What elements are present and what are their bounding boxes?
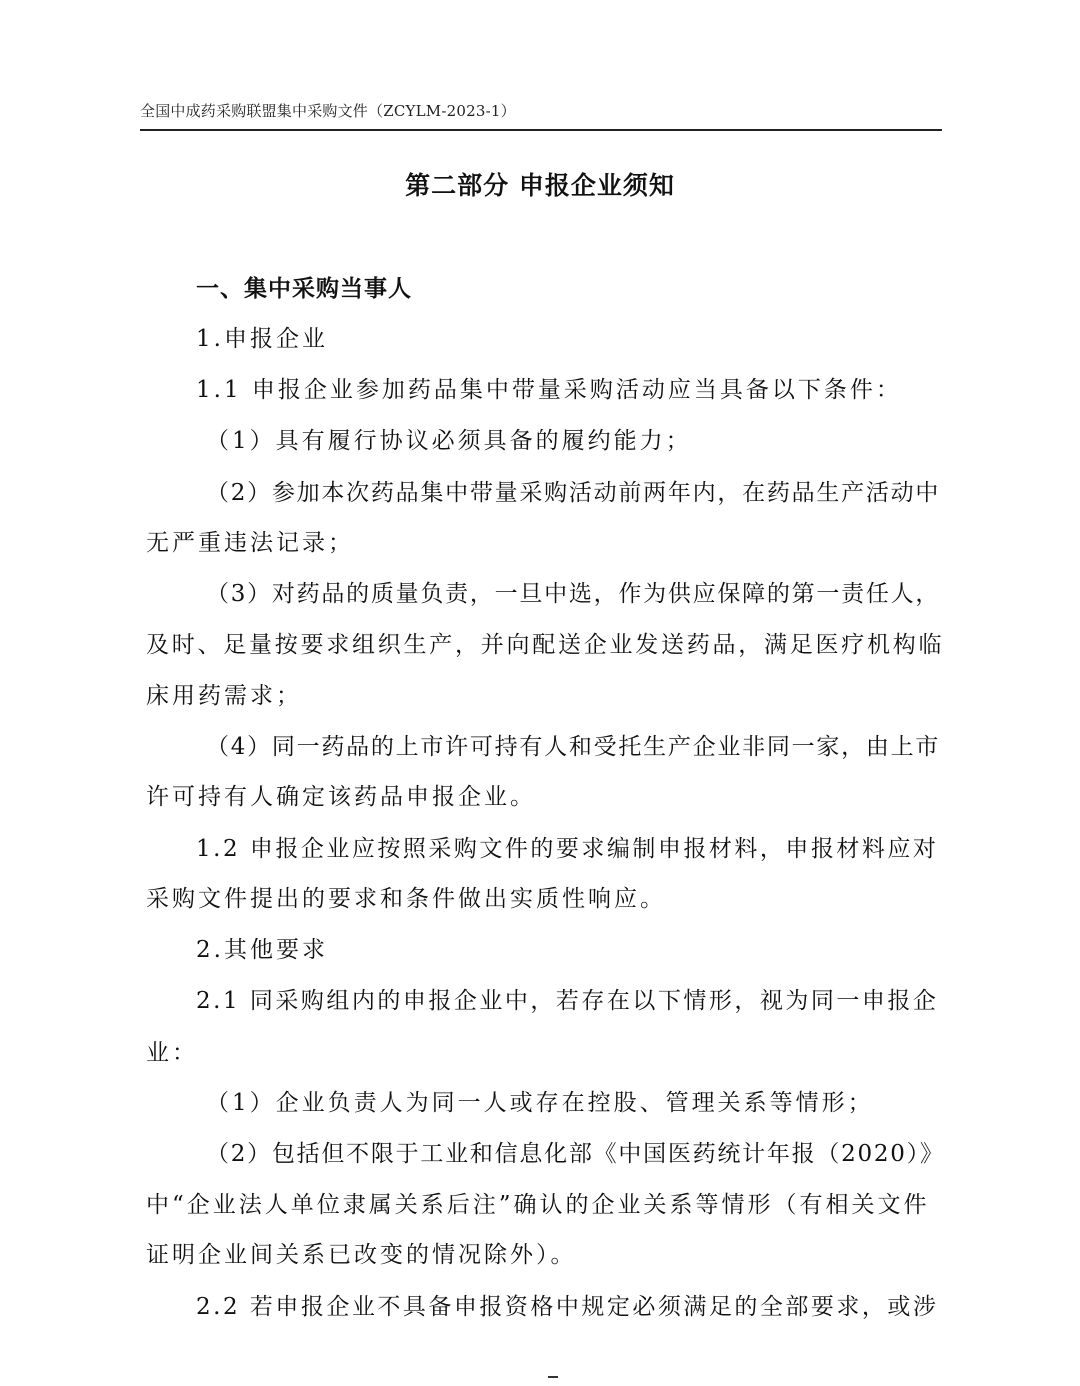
- list-item-line: （2）包括但不限于工业和信息化部《中国医药统计年报（2020）》: [206, 1141, 945, 1167]
- paragraph-line: 2.2 若申报企业不具备申报资格中规定必须满足的全部要求，或涉: [196, 1294, 939, 1320]
- header-rule: [140, 129, 942, 131]
- paragraph-line: 2.1 同采购组内的申报企业中，若存在以下情形，视为同一申报企: [196, 988, 939, 1014]
- list-item-line: （1）具有履行协议必须具备的履约能力；: [206, 428, 692, 454]
- subsection-heading: 1.申报企业: [196, 326, 328, 352]
- subsection-heading: 2.其他要求: [196, 937, 328, 963]
- list-item-continuation: 中“企业法人单位隶属关系后注”确认的企业关系等情形（有相关文件: [146, 1192, 930, 1218]
- list-item-continuation: 证明企业间关系已改变的情况除外）。: [146, 1242, 577, 1268]
- list-item-line: （3）对药品的质量负责，一旦中选，作为供应保障的第一责任人，: [206, 581, 941, 607]
- list-item-line: （1）企业负责人为同一人或存在控股、管理关系等情形；: [206, 1090, 874, 1116]
- list-item-line: （2）参加本次药品集中带量采购活动前两年内，在药品生产活动中: [206, 480, 941, 506]
- running-header: 全国中成药采购联盟集中采购文件（ZCYLM-2023-1）: [140, 102, 516, 120]
- paragraph-line: 1.2 申报企业应按照采购文件的要求编制申报材料，申报材料应对: [196, 836, 939, 862]
- paragraph-line: 1.1 申报企业参加药品集中带量采购活动应当具备以下条件：: [196, 377, 902, 403]
- section-heading: 一、集中采购当事人: [196, 276, 412, 302]
- list-item-continuation: 床用药需求；: [146, 683, 302, 709]
- paragraph-continuation: 业：: [146, 1040, 198, 1066]
- list-item-continuation: 无严重违法记录；: [146, 530, 354, 556]
- part-title: 第二部分 申报企业须知: [405, 171, 675, 200]
- page-footer-mark: [548, 1376, 558, 1386]
- list-item-continuation: 及时、足量按要求组织生产，并向配送企业发送药品，满足医疗机构临: [146, 632, 945, 658]
- paragraph-continuation: 采购文件提出的要求和条件做出实质性响应。: [146, 886, 666, 912]
- list-item-continuation: 许可持有人确定该药品申报企业。: [146, 784, 536, 810]
- list-item-line: （4）同一药品的上市许可持有人和受托生产企业非同一家，由上市: [206, 734, 941, 760]
